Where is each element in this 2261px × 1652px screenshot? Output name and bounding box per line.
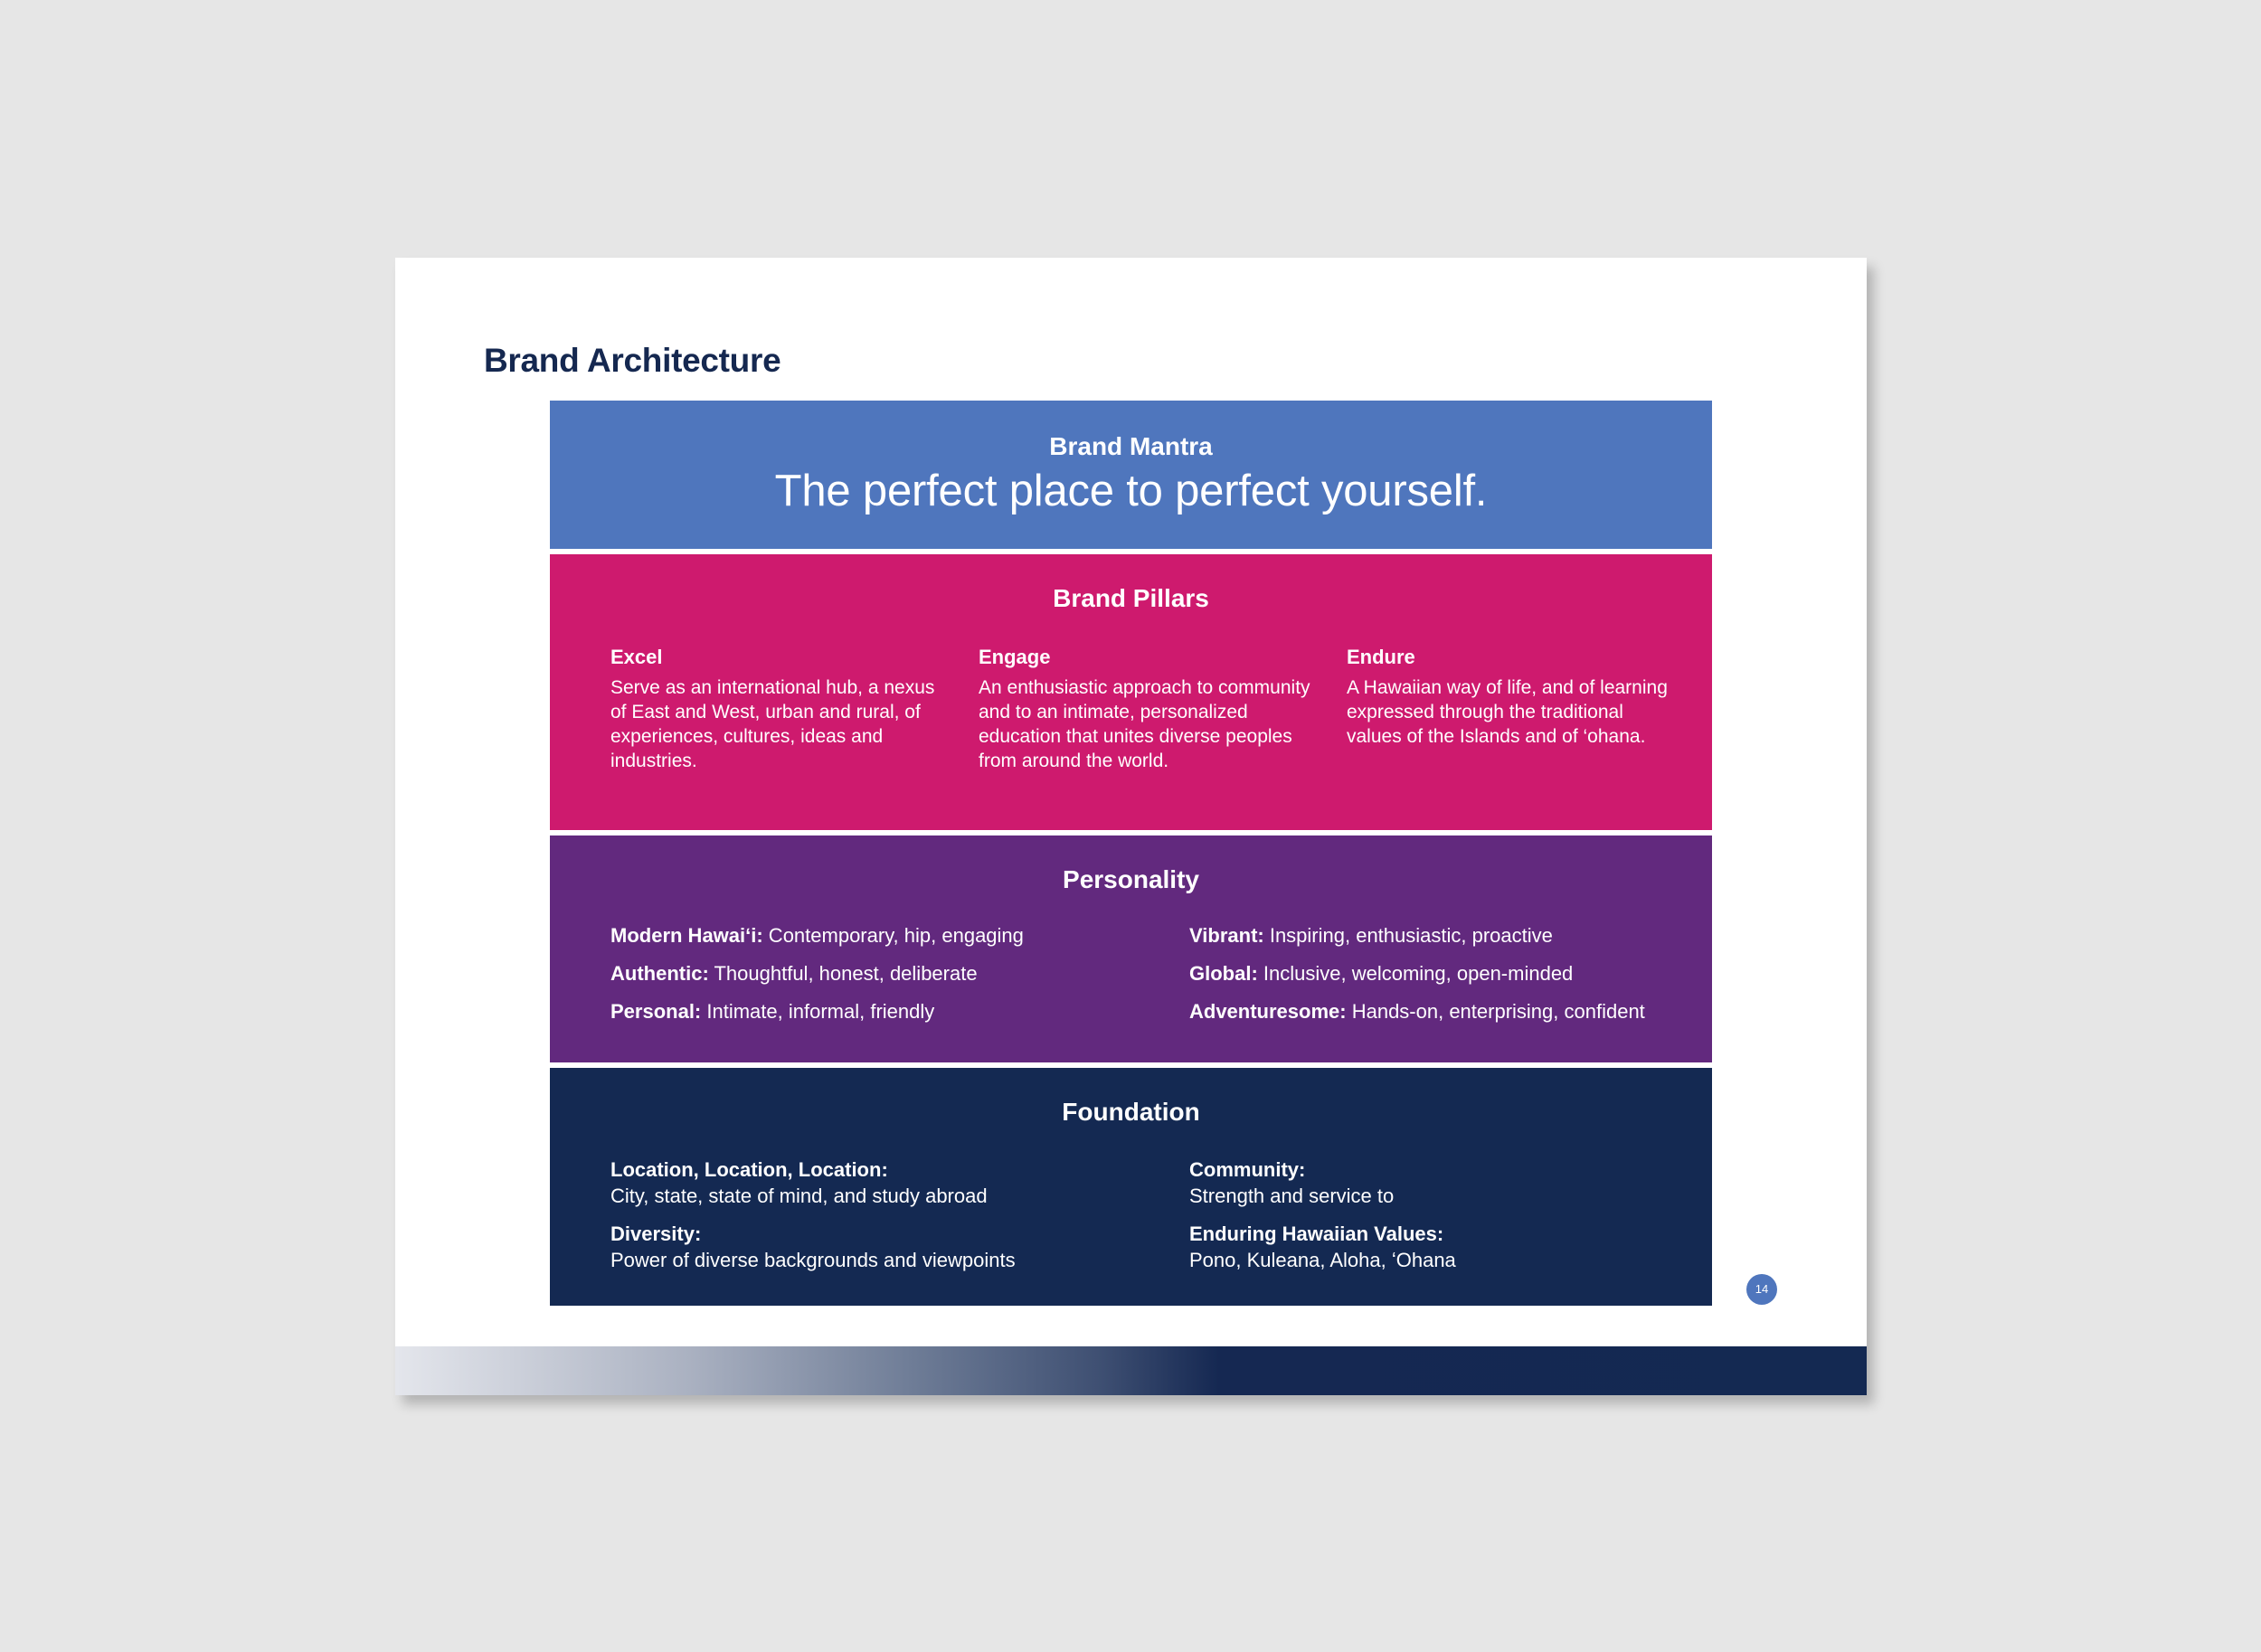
trait-value: Intimate, informal, friendly: [701, 1000, 935, 1023]
foundation-value: Strength and service to: [1189, 1185, 1395, 1207]
footer-gradient-bar: [395, 1346, 1867, 1395]
foundation-value: City, state, state of mind, and study abroad: [610, 1185, 988, 1207]
trait-value: Thoughtful, honest, deliberate: [708, 962, 978, 985]
foundation-value: Power of diverse backgrounds and viewpoints: [610, 1249, 1016, 1271]
trait-label: Vibrant:: [1189, 924, 1264, 947]
foundation-label: Location, Location, Location:: [610, 1158, 888, 1181]
trait-value: Inclusive, welcoming, open-minded: [1257, 962, 1574, 985]
foundation-value: Pono, Kuleana, Aloha, ʻOhana: [1189, 1249, 1456, 1271]
personality-heading: Personality: [1063, 865, 1199, 893]
trait-label: Global:: [1189, 962, 1258, 985]
trait-label: Adventuresome:: [1189, 1000, 1347, 1023]
trait-label: Modern Hawaiʻi:: [610, 924, 763, 947]
pillar-engage: [979, 645, 1313, 773]
trait-label: Personal:: [610, 1000, 702, 1023]
personality-section: [550, 835, 1712, 1062]
foundation-location: [610, 1156, 988, 1209]
page-number-badge: 14: [1746, 1274, 1777, 1305]
pillar-title: Engage: [979, 646, 1051, 668]
trait-value: Inspiring, enthusiastic, proactive: [1263, 924, 1553, 947]
trait-modern-hawaii: [610, 923, 1024, 949]
pillar-excel: [610, 645, 945, 773]
pillar-description: An enthusiastic approach to community and to an intimate, personalized education that unites diverse peoples from around the world.: [979, 677, 1310, 771]
trait-vibrant: [1189, 923, 1553, 949]
brand-mantra-section: [550, 401, 1712, 549]
pillar-description: Serve as an international hub, a nexus of East and West, urban and rural, of experiences, cultures, ideas and industries.: [610, 677, 935, 771]
trait-authentic: [610, 961, 978, 986]
foundation-hawaiian-values: [1189, 1221, 1456, 1273]
pillar-endure: [1347, 645, 1681, 749]
foundation-label: Enduring Hawaiian Values:: [1189, 1222, 1444, 1245]
foundation-section: [550, 1068, 1712, 1306]
trait-value: Contemporary, hip, engaging: [762, 924, 1024, 947]
pillar-title: Excel: [610, 646, 663, 668]
trait-global: [1189, 961, 1573, 986]
pillar-description: A Hawaiian way of life, and of learning expressed through the traditional values of the Islands and of ‘ohana.: [1347, 677, 1668, 747]
page-title: Brand Architecture: [484, 342, 781, 379]
trait-value: Hands-on, enterprising, confident: [1346, 1000, 1645, 1023]
brand-pillars-section: [550, 554, 1712, 830]
foundation-community: [1189, 1156, 1394, 1209]
pillar-title: Endure: [1347, 646, 1415, 668]
trait-adventuresome: [1189, 999, 1645, 1024]
trait-personal: [610, 999, 934, 1024]
brand-mantra-heading: Brand Mantra: [1049, 432, 1213, 460]
trait-label: Authentic:: [610, 962, 709, 985]
foundation-label: Community:: [1189, 1158, 1306, 1181]
foundation-heading: Foundation: [1062, 1098, 1200, 1126]
brand-mantra-text: The perfect place to perfect yourself.: [774, 467, 1488, 515]
foundation-diversity: [610, 1221, 1016, 1273]
brochure-page: [395, 258, 1867, 1395]
foundation-label: Diversity:: [610, 1222, 702, 1245]
brand-pillars-heading: Brand Pillars: [1053, 584, 1209, 612]
